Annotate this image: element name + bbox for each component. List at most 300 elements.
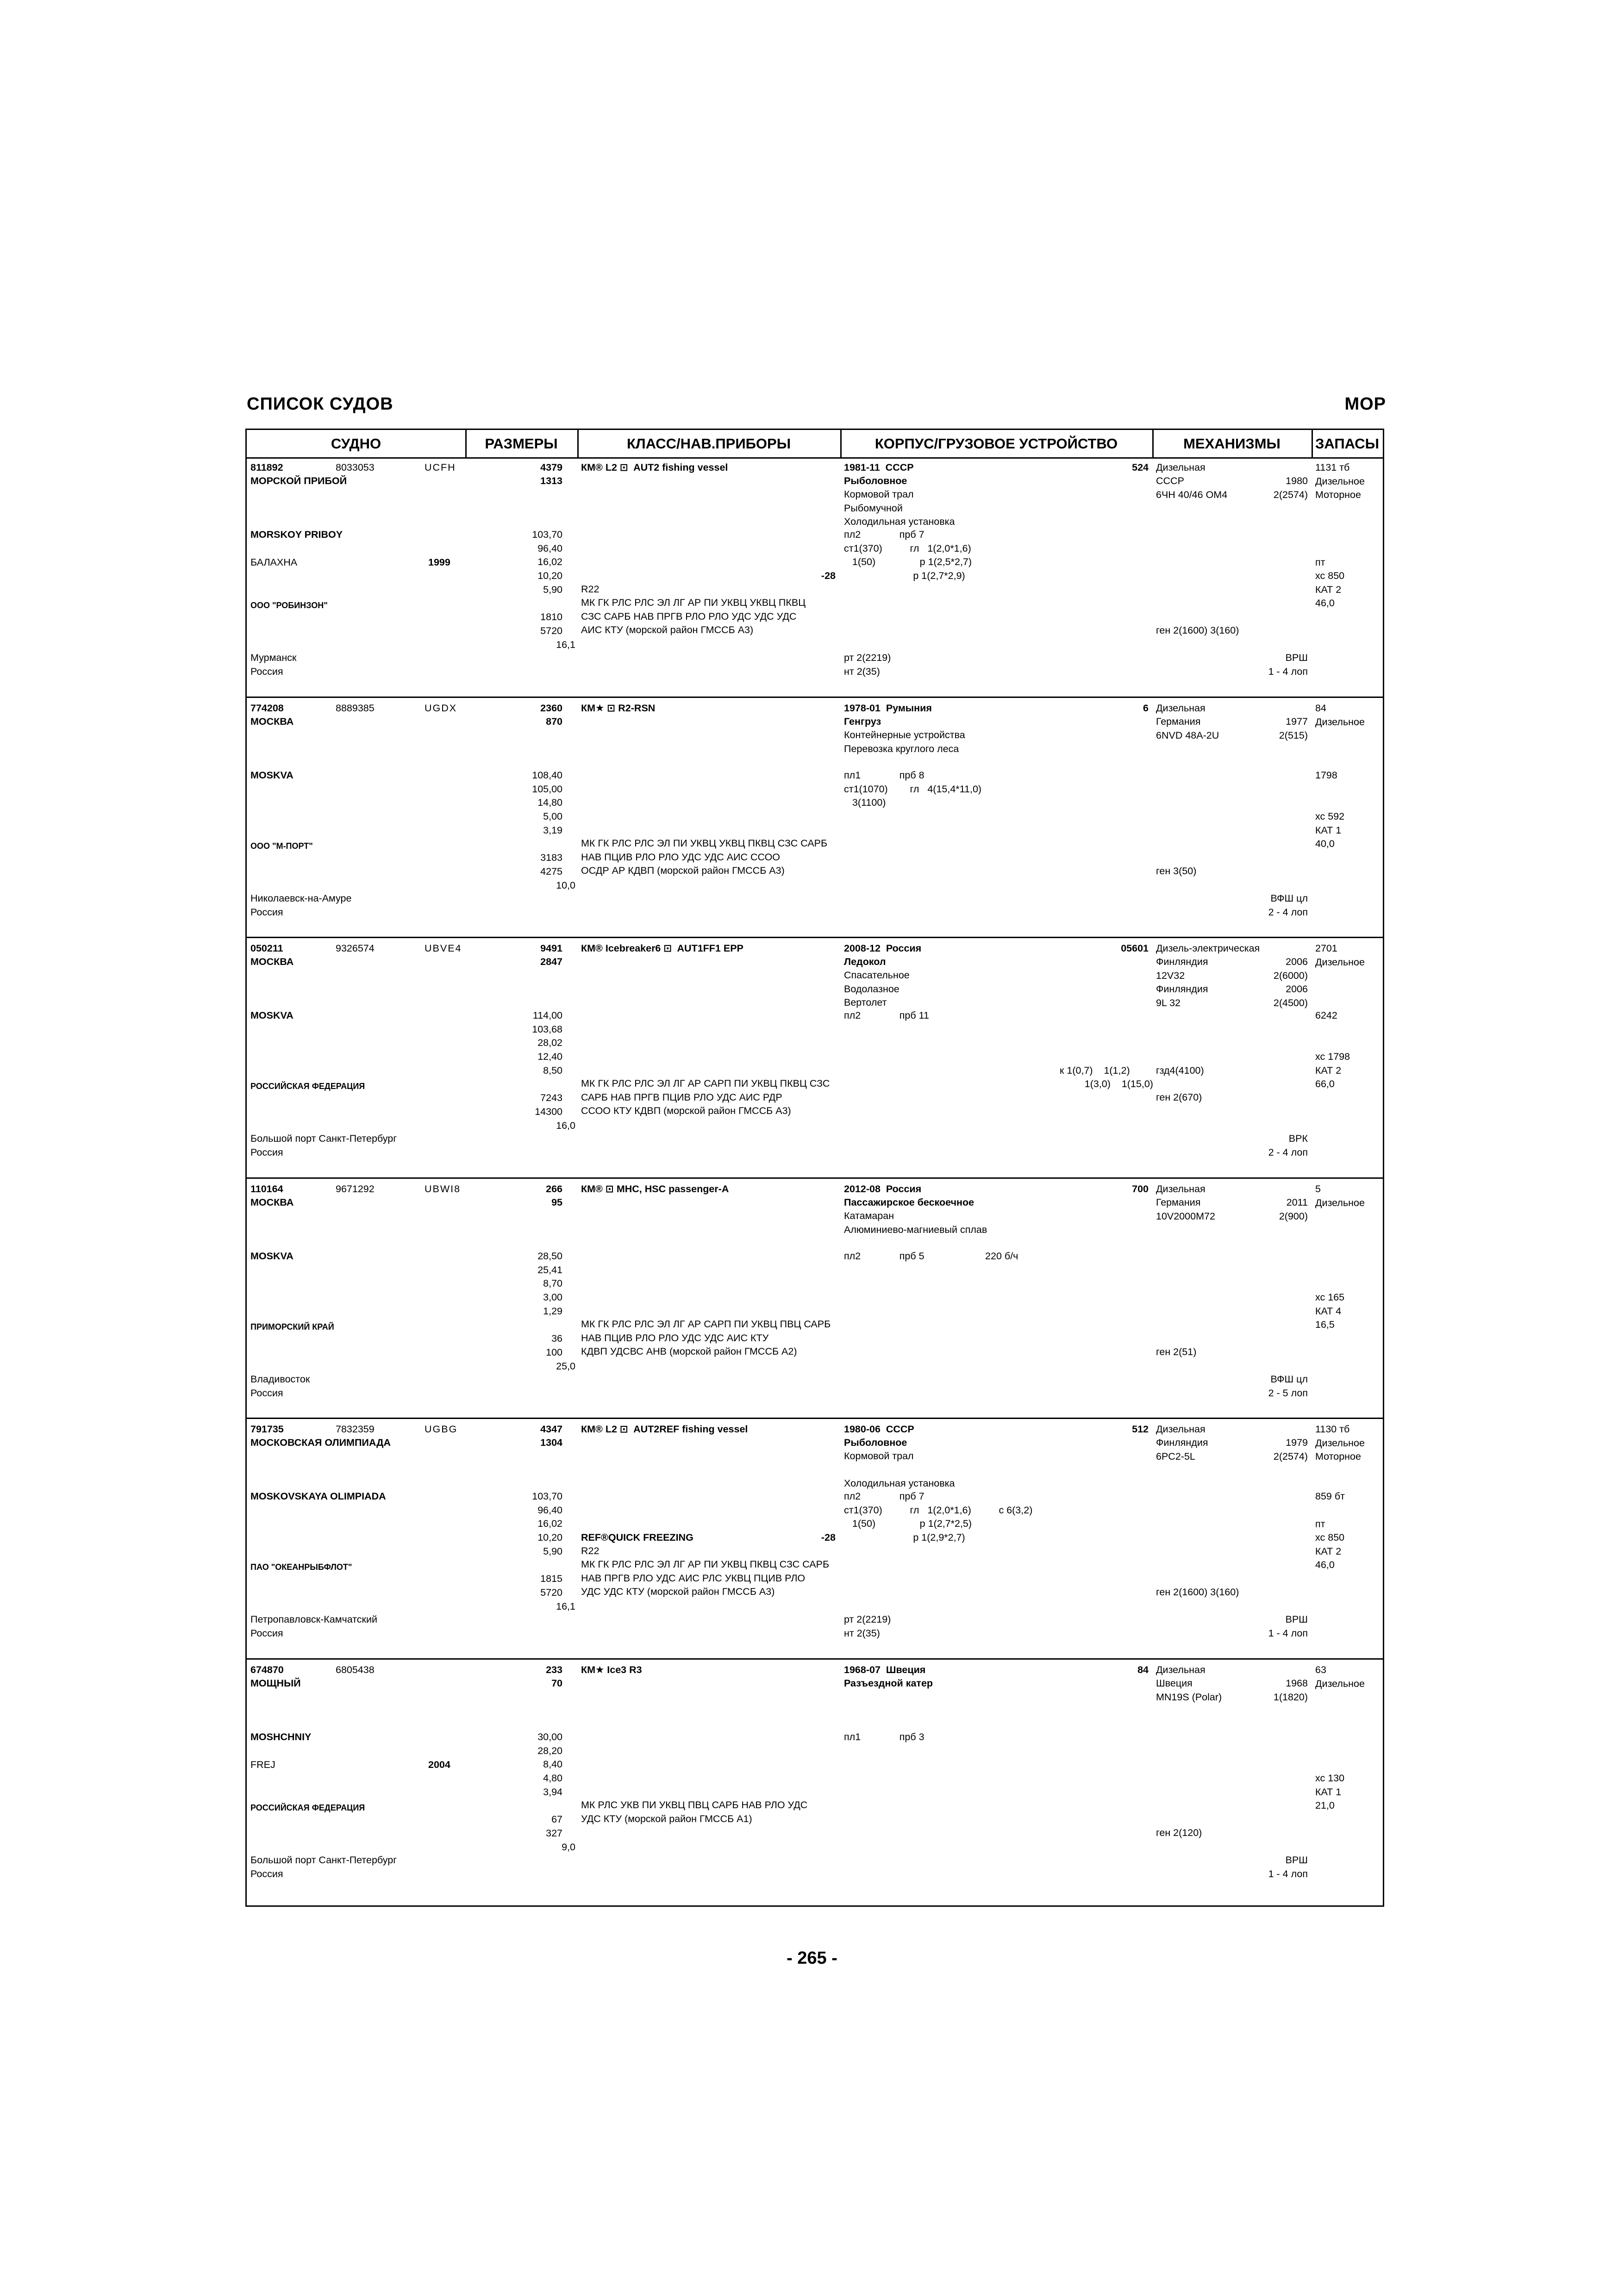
hull-deck-line: пл1 прб 8	[844, 770, 924, 781]
ship-hull-number: 6	[1143, 703, 1149, 714]
hull-feature-line: Вертолет	[844, 997, 887, 1008]
machinery-value: 2(6000)	[1273, 970, 1308, 981]
nav-equipment-line: УДС УДС КТУ (морской район ГМССБ А3)	[581, 1586, 775, 1598]
ship-class: КМ★ Ice3 R3	[581, 1664, 642, 1675]
stores-bottom-line: КАТ 2	[1315, 1545, 1342, 1557]
ship-name: МОЩНЫЙ	[250, 1678, 301, 1689]
ship-hull-bottom	[844, 1613, 891, 1640]
stores-bottom-line: хс 130	[1315, 1773, 1345, 1784]
ship-hull-deck	[844, 528, 972, 583]
ship-imo-number: 8033053	[336, 462, 375, 473]
ship-stores-bottom	[1315, 810, 1344, 851]
ship-propeller: ВФШ цл	[1270, 893, 1308, 904]
machinery-maker: Финляндия	[1156, 1437, 1208, 1448]
ship-port: Большой порт Санкт-Петербург	[250, 1133, 397, 1144]
machinery-value: 2(515)	[1279, 729, 1308, 741]
ship-stores-bottom	[1315, 1291, 1344, 1332]
machinery-value: 2(900)	[1279, 1210, 1308, 1222]
machinery-value: 1(1820)	[1273, 1691, 1308, 1703]
ship-type: Разъездной катер	[844, 1678, 933, 1689]
stores-line: Дизельное	[1315, 1197, 1365, 1208]
ship-country: Россия	[250, 666, 283, 677]
ship-imo-number: 6805438	[336, 1664, 375, 1675]
ship-generators: гзд4(4100) ген 2(670)	[1156, 1065, 1204, 1103]
dimension-value: 16,0	[556, 1120, 575, 1131]
hull-deck-line: пл2 прб 11	[844, 1010, 929, 1021]
stores-bottom-line: КАТ 1	[1315, 1786, 1342, 1798]
ship-machinery-type: Дизельная	[1156, 703, 1206, 714]
hull-deck-line: ст1(370) гл 1(2,0*1,6)	[844, 542, 971, 554]
ship-reg-number: 110164	[250, 1183, 283, 1195]
column-header-stores: ЗАПАСЫ	[1312, 430, 1383, 459]
machinery-maker: Финляндия	[1156, 956, 1208, 967]
column-header-dimensions: РАЗМЕРЫ	[465, 430, 577, 459]
dimension-value: 5,00	[543, 811, 562, 822]
ship-class: КМ® L2 ⊡ AUT2 fishing vessel	[581, 462, 728, 473]
stores-bottom-line: 46,0	[1315, 1559, 1335, 1571]
ship-reg-number: 791735	[250, 1424, 284, 1435]
ship-stores-bottom	[1315, 1772, 1344, 1813]
ship-gross-tonnage: 266	[546, 1183, 562, 1195]
ship-nav-equipment	[581, 1798, 807, 1826]
dimension-value: 1815	[540, 1573, 562, 1585]
dimension-value: 8,50	[543, 1064, 562, 1076]
stores-bottom-line: хс 592	[1315, 811, 1345, 822]
hull-deck-line: р 1(2,9*2,7)	[844, 1532, 965, 1543]
ship-imo-number: 9326574	[336, 943, 375, 954]
dimension-value: 103,70	[532, 1491, 562, 1502]
ship-hull-features	[844, 728, 965, 756]
ship-hull-number: 05601	[1121, 943, 1149, 954]
stores-line: Моторное	[1315, 1451, 1361, 1462]
ship-dimensions	[465, 1250, 575, 1373]
ship-hull-deck	[844, 1009, 929, 1023]
ship-former-name-year: 2004	[428, 1759, 450, 1770]
dimension-value: 5,90	[543, 584, 562, 595]
nav-equipment-line: ССОО КТУ КДВП (морской район ГМССБ А3)	[581, 1105, 791, 1117]
ship-type: Генгруз	[844, 716, 881, 727]
ship-stores	[1315, 1182, 1365, 1210]
nav-equipment-line: ОСДР АР КДВП (морской район ГМССБ А3)	[581, 865, 785, 877]
ship-stores-bottom	[1315, 1050, 1350, 1091]
hull-feature-line: Катамаран	[844, 1210, 894, 1221]
ship-generators: ген 2(120)	[1156, 1827, 1202, 1838]
dimension-value: 25,0	[556, 1360, 575, 1372]
ship-entry	[247, 1419, 1383, 1660]
ship-generators: ген 2(51)	[1156, 1346, 1197, 1357]
hull-feature-line: Спасательное	[844, 970, 910, 981]
ship-country: Россия	[250, 1868, 283, 1879]
ship-propeller-blades: 1 - 4 лоп	[1268, 1628, 1308, 1639]
dimension-value: 8,40	[543, 1759, 562, 1770]
ship-dimensions	[465, 769, 575, 892]
machinery-maker: Финляндия	[1156, 983, 1208, 995]
nav-equipment-line: КДВП УДСВС АНВ (морской район ГМССБ А2)	[581, 1346, 797, 1357]
dimension-value	[465, 1078, 562, 1092]
ship-hull-deck	[844, 1730, 924, 1744]
ship-class: КМ® ⊡ MHC, HSC passenger-A	[581, 1183, 729, 1195]
machinery-value: 1980	[1286, 475, 1308, 486]
ship-net-tonnage: 1304	[540, 1437, 562, 1448]
ship-hull-features	[844, 969, 910, 1010]
dimension-value: 114,00	[532, 1010, 562, 1021]
hull-feature-line: Холодильная установка	[844, 516, 955, 528]
dimension-value	[465, 838, 562, 852]
ship-machinery-type: Дизель-электрическая	[1156, 943, 1260, 954]
ship-gross-tonnage: 4347	[540, 1424, 562, 1435]
ship-propeller: ВРК	[1288, 1133, 1308, 1144]
ship-class: КМ® Icebreaker6 ⊡ AUT1FF1 EPP	[581, 943, 743, 954]
hull-bottom-line: нт 2(35)	[844, 666, 880, 677]
dimension-value: 103,70	[532, 529, 562, 540]
nav-equipment-line: УДС КТУ (морской район ГМССБ А1)	[581, 1813, 752, 1824]
stores-bottom-line: 66,0	[1315, 1078, 1335, 1090]
ship-nav-equipment	[581, 1558, 829, 1599]
machinery-value: 1977	[1286, 716, 1308, 727]
ship-name: МОСКОВСКАЯ ОЛИМПИАДА	[250, 1437, 391, 1448]
ship-entry	[247, 1660, 1383, 1907]
ship-hull-built: 1978-01 Румыния	[844, 703, 932, 714]
dimension-value: 28,50	[537, 1251, 562, 1262]
nav-equipment-line: МК ГК РЛС РЛС ЭЛ ПИ УКВЦ УКВЦ ПКВЦ СЗС САРБ	[581, 838, 828, 849]
hull-feature-line: Алюминиево-магниевый сплав	[844, 1224, 987, 1235]
dimension-value	[465, 1319, 562, 1332]
nav-equipment-line: МК ГК РЛС РЛС ЭЛ ЛГ АР ПИ УКВЦ ПКВЦ СЗС САРБ	[581, 1559, 830, 1570]
dimension-value: 16,1	[556, 1600, 575, 1612]
ship-hull-built: 1968-07 Швеция	[844, 1664, 926, 1675]
ship-stores-extra: 1798	[1315, 770, 1337, 781]
ship-hull-features	[844, 488, 955, 529]
stores-bottom-line: КАТ 2	[1315, 584, 1342, 595]
ship-callsign: UBVE4	[425, 943, 462, 954]
ship-stores-extra: 859 бт	[1315, 1491, 1345, 1502]
nav-equipment-line: НАВ ПРГВ РЛО УДС АИС РЛС УКВЦ ПЦИВ РЛО	[581, 1572, 806, 1584]
page-header-title: СПИСОК СУДОВ	[247, 394, 394, 414]
stores-line: 5	[1315, 1183, 1321, 1195]
ship-propeller: ВРШ	[1285, 1614, 1308, 1625]
column-divider	[577, 430, 579, 459]
machinery-maker: СССР	[1156, 475, 1184, 486]
ship-port: Николаевск-на-Амуре	[250, 893, 352, 904]
machinery-maker: MN19S (Polar)	[1156, 1691, 1222, 1703]
ship-entry	[247, 698, 1383, 938]
ships-table	[245, 429, 1384, 1907]
ship-hull-features	[844, 1450, 955, 1491]
dimension-value: 5720	[540, 625, 562, 636]
ship-machinery-type: Дизельная	[1156, 1424, 1206, 1435]
machinery-value: 1968	[1286, 1678, 1308, 1689]
ship-name-latin: MOSKVA	[250, 1251, 294, 1262]
machinery-value: 2(2574)	[1273, 489, 1308, 500]
ship-class-temperature: -28	[821, 570, 836, 581]
ship-dimensions	[465, 1490, 575, 1613]
nav-equipment-line: САРБ НАВ ПРГВ ПЦИВ РЛО УДС АИС РДР	[581, 1091, 782, 1103]
ship-hull-extra: к 1(0,7) 1(1,2) 1(3,0) 1(15,0)	[1060, 1065, 1153, 1089]
dimension-value: 105,00	[532, 783, 562, 795]
ship-hull-built: 2008-12 Россия	[844, 943, 922, 954]
stores-bottom-line: 21,0	[1315, 1800, 1335, 1811]
dimension-value: 96,40	[537, 542, 562, 554]
ship-gross-tonnage: 9491	[540, 943, 562, 954]
hull-feature-line: Рыбомучной	[844, 502, 903, 514]
ship-propeller: ВРШ	[1285, 652, 1308, 663]
dimension-value: 30,00	[537, 1731, 562, 1742]
ship-imo-number: 9671292	[336, 1183, 375, 1195]
ship-class: КМ★ ⊡ R2-RSN	[581, 703, 656, 714]
dimension-value: 3,00	[543, 1292, 562, 1303]
ship-dimensions	[465, 528, 575, 652]
dimension-value: 28,02	[537, 1037, 562, 1049]
machinery-maker: Германия	[1156, 1197, 1201, 1208]
dimension-value: 10,20	[537, 570, 562, 582]
ship-nav-equipment	[581, 1077, 830, 1118]
ship-owner: ПРИМОРСКИЙ КРАЙ	[250, 1322, 334, 1332]
ship-propeller-blades: 2 - 5 лоп	[1268, 1388, 1308, 1399]
ship-owner: ПАО "ОКЕАНРЫБФЛОТ"	[250, 1562, 352, 1572]
stores-line: Дизельное	[1315, 1678, 1365, 1689]
hull-deck-line: 3(1100)	[844, 797, 886, 809]
ship-name-latin: MOSHCHNIY	[250, 1731, 312, 1742]
machinery-maker: 12V32	[1156, 970, 1185, 981]
stores-line: Дизельное	[1315, 956, 1365, 968]
ship-port: Большой порт Санкт-Петербург	[250, 1854, 397, 1866]
ship-gross-tonnage: 233	[546, 1664, 562, 1675]
ship-nav-code: R22	[581, 584, 600, 595]
ship-stores-bottom	[1315, 569, 1344, 610]
nav-equipment-line: АИС КТУ (морской район ГМССБ А3)	[581, 624, 754, 636]
column-header-class: КЛАСС/НАВ.ПРИБОРЫ	[577, 430, 840, 459]
stores-line: 1131 тб	[1315, 462, 1350, 473]
ship-name-latin: MORSKOY PRIBOY	[250, 529, 343, 540]
ship-hull-number: 84	[1137, 1664, 1149, 1675]
nav-equipment-line: МК ГК РЛС РЛС ЭЛ ЛГ АР САРП ПИ УКВЦ ПВЦ САРБ	[581, 1319, 831, 1330]
ship-net-tonnage: 70	[551, 1678, 562, 1689]
ship-imo-number: 7832359	[336, 1424, 375, 1435]
ship-hull-built: 1981-11 СССР	[844, 462, 914, 473]
stores-line: Дизельное	[1315, 1437, 1365, 1449]
dimension-value: 5,90	[543, 1545, 562, 1557]
ship-stores-extra: пт	[1315, 557, 1325, 568]
ship-type: Рыболовное	[844, 475, 907, 486]
dimension-value: 327	[546, 1827, 562, 1839]
dimension-value	[465, 1799, 562, 1813]
ship-port: Владивосток	[250, 1374, 310, 1385]
stores-line: 2701	[1315, 943, 1337, 954]
ship-hull-number: 700	[1132, 1183, 1149, 1195]
dimension-value: 9,0	[562, 1841, 575, 1853]
ship-hull-deck	[844, 1490, 1032, 1545]
dimension-value: 3,94	[543, 1786, 562, 1798]
stores-line: 84	[1315, 703, 1326, 714]
hull-deck-line: пл1 прб 3	[844, 1731, 924, 1742]
hull-feature-line	[844, 1463, 955, 1477]
ship-nav-equipment	[581, 596, 806, 637]
column-divider	[1152, 430, 1154, 459]
hull-feature-line: Контейнерные устройства	[844, 729, 965, 740]
stores-bottom-line: 16,5	[1315, 1319, 1335, 1331]
dimension-value	[465, 1559, 562, 1573]
hull-feature-line: Водолазное	[844, 983, 899, 995]
ship-name: МОРСКОЙ ПРИБОЙ	[250, 475, 347, 486]
ship-class: КМ® L2 ⊡ AUT2REF fishing vessel	[581, 1424, 748, 1435]
ship-class-temperature: -28	[821, 1532, 836, 1543]
ship-hull-number: 512	[1132, 1424, 1149, 1435]
ship-owner: ООО "РОБИНЗОН"	[250, 601, 328, 610]
stores-line: Дизельное	[1315, 475, 1365, 487]
stores-bottom-line: КАТ 2	[1315, 1064, 1342, 1076]
dimension-value: 28,20	[537, 1745, 562, 1756]
ship-machinery-type: Дизельная	[1156, 1664, 1206, 1675]
ship-country: Россия	[250, 1388, 283, 1399]
column-divider	[1312, 430, 1313, 459]
ship-gross-tonnage: 2360	[540, 703, 562, 714]
ship-dimensions	[465, 1009, 575, 1132]
stores-line: 1130 тб	[1315, 1424, 1350, 1435]
ship-reg-number: 674870	[250, 1664, 284, 1675]
ship-hull-deck	[844, 1250, 1018, 1263]
ship-owner: РОССИЙСКАЯ ФЕДЕРАЦИЯ	[250, 1803, 365, 1812]
ship-propeller: ВФШ цл	[1270, 1374, 1308, 1385]
ship-gross-tonnage: 4379	[540, 462, 562, 473]
machinery-value: 1979	[1286, 1437, 1308, 1448]
ship-hull-number: 524	[1132, 462, 1149, 473]
ship-hull-built: 2012-08 Россия	[844, 1183, 922, 1195]
hull-deck-line: пл2 прб 5 220 б/ч	[844, 1251, 1018, 1262]
column-divider	[840, 430, 842, 459]
hull-bottom-line: нт 2(35)	[844, 1627, 880, 1639]
stores-line: Моторное	[1315, 489, 1361, 501]
ship-former-name: БАЛАХНА	[250, 557, 298, 568]
ship-generators: ген 2(1600) 3(160)	[1156, 625, 1239, 636]
machinery-maker: 10V2000M72	[1156, 1210, 1215, 1222]
nav-equipment-line: МК РЛС УКВ ПИ УКВЦ ПВЦ САРБ НАВ РЛО УДС	[581, 1799, 808, 1811]
dimension-value: 3,19	[543, 824, 562, 836]
dimension-value: 36	[551, 1333, 562, 1344]
hull-bottom-line: рт 2(2219)	[844, 652, 891, 663]
dimension-value: 25,41	[537, 1264, 562, 1276]
ship-name: МОСКВА	[250, 1197, 294, 1208]
dimension-value: 4,80	[543, 1773, 562, 1784]
machinery-value: 2006	[1286, 956, 1308, 967]
ship-entry	[247, 938, 1383, 1179]
ship-type: Пассажирское бескоечное	[844, 1197, 974, 1208]
hull-bottom-line: рт 2(2219)	[844, 1614, 891, 1625]
dimension-value: 1,29	[543, 1305, 562, 1317]
ship-hull-bottom	[844, 651, 891, 678]
dimension-value: 96,40	[537, 1504, 562, 1516]
machinery-value: 2(4500)	[1273, 997, 1308, 1008]
ship-stores	[1315, 1663, 1365, 1691]
ship-hull-deck	[844, 769, 981, 810]
ship-class-notation: REF®QUICK FREEZING	[581, 1532, 693, 1543]
ship-nav-equipment	[581, 837, 827, 878]
column-header-ship: СУДНО	[247, 430, 465, 459]
hull-feature-line: Кормовой трал	[844, 489, 914, 500]
ship-machinery-type: Дизельная	[1156, 462, 1206, 473]
ship-callsign: UCFH	[425, 462, 456, 473]
stores-bottom-line: 46,0	[1315, 597, 1335, 609]
ship-propeller-blades: 2 - 4 лоп	[1268, 907, 1308, 918]
machinery-value: 2006	[1286, 983, 1308, 995]
ship-propeller-blades: 1 - 4 лоп	[1268, 666, 1308, 677]
column-header-machinery: МЕХАНИЗМЫ	[1152, 430, 1312, 459]
ship-name-latin: MOSKVA	[250, 770, 294, 781]
dimension-value: 10,0	[556, 879, 575, 891]
ship-nav-equipment	[581, 1318, 831, 1359]
dimension-value: 4275	[540, 865, 562, 877]
ship-imo-number: 8889385	[336, 703, 375, 714]
ship-net-tonnage: 1313	[540, 475, 562, 486]
ship-propeller: ВРШ	[1285, 1854, 1308, 1866]
nav-equipment-line: НАВ ПЦИВ РЛО РЛО УДС УДС АИС КТУ	[581, 1332, 769, 1344]
ship-callsign: UGBG	[425, 1424, 458, 1435]
stores-bottom-line: хс 850	[1315, 570, 1345, 581]
ship-reg-number: 050211	[250, 943, 283, 954]
ship-generators: ген 3(50)	[1156, 865, 1197, 877]
ship-name-latin: MOSKVA	[250, 1010, 294, 1021]
page-number: - 265 -	[787, 1948, 837, 1968]
ship-hull-features	[844, 1209, 987, 1237]
hull-deck-line: 1(50) р 1(2,7*2,5)	[844, 1518, 972, 1530]
dimension-value: 14,80	[537, 797, 562, 809]
stores-bottom-line: КАТ 1	[1315, 824, 1342, 836]
nav-equipment-line: МК ГК РЛС РЛС ЭЛ ЛГ АР САРП ПИ УКВЦ ПКВЦ СЗС	[581, 1078, 830, 1089]
nav-equipment-line: МК ГК РЛС РЛС ЭЛ ЛГ АР ПИ УКВЦ УКВЦ ПКВЦ	[581, 597, 806, 608]
ship-reg-number: 774208	[250, 703, 284, 714]
ship-stores-extra: пт	[1315, 1518, 1325, 1530]
hull-deck-line: ст1(370) гл 1(2,0*1,6) с 6(3,2)	[844, 1504, 1033, 1516]
column-divider	[465, 430, 467, 459]
dimension-value: 67	[551, 1814, 562, 1825]
ship-country: Россия	[250, 907, 283, 918]
ship-name-latin: MOSKOVSKAYA OLIMPIADA	[250, 1491, 386, 1502]
hull-feature-line: Кормовой трал	[844, 1450, 914, 1462]
dimension-value: 8,70	[543, 1278, 562, 1289]
stores-bottom-line: хс 1798	[1315, 1051, 1350, 1062]
ship-net-tonnage: 2847	[540, 956, 562, 967]
ship-machinery-type: Дизельная	[1156, 1183, 1206, 1195]
ship-country: Россия	[250, 1628, 283, 1639]
ship-generators: ген 2(1600) 3(160)	[1156, 1587, 1239, 1598]
dimension-value: 100	[546, 1346, 562, 1358]
dimension-value: 1810	[540, 611, 562, 623]
stores-line: 63	[1315, 1664, 1326, 1675]
ship-stores-bottom	[1315, 1531, 1344, 1572]
ship-reg-number: 811892	[250, 462, 283, 473]
hull-deck-line: пл2 прб 7	[844, 1491, 924, 1502]
machinery-maker: 9L 32	[1156, 997, 1181, 1008]
hull-deck-line: пл2 прб 7	[844, 529, 924, 540]
ship-stores	[1315, 461, 1365, 502]
ship-owner: ООО "М-ПОРТ"	[250, 841, 313, 851]
dimension-value: 5720	[540, 1587, 562, 1598]
dimension-value: 16,02	[537, 1518, 562, 1530]
ship-hull-built: 1980-06 СССР	[844, 1424, 914, 1435]
ship-name: МОСКВА	[250, 956, 294, 967]
ship-stores	[1315, 942, 1365, 969]
dimension-value: 7243	[540, 1092, 562, 1104]
stores-bottom-line: КАТ 4	[1315, 1305, 1342, 1317]
dimension-value	[465, 597, 562, 611]
machinery-value: 2011	[1286, 1197, 1308, 1208]
hull-deck-line: ст1(1070) гл 4(15,4*11,0)	[844, 783, 982, 795]
dimension-value: 16,1	[556, 639, 575, 650]
machinery-value: 2(2574)	[1273, 1450, 1308, 1462]
ship-country: Россия	[250, 1147, 283, 1158]
ship-callsign: UGDX	[425, 703, 457, 714]
ship-port: Мурманск	[250, 652, 297, 663]
ship-former-name-year: 1999	[428, 557, 450, 568]
